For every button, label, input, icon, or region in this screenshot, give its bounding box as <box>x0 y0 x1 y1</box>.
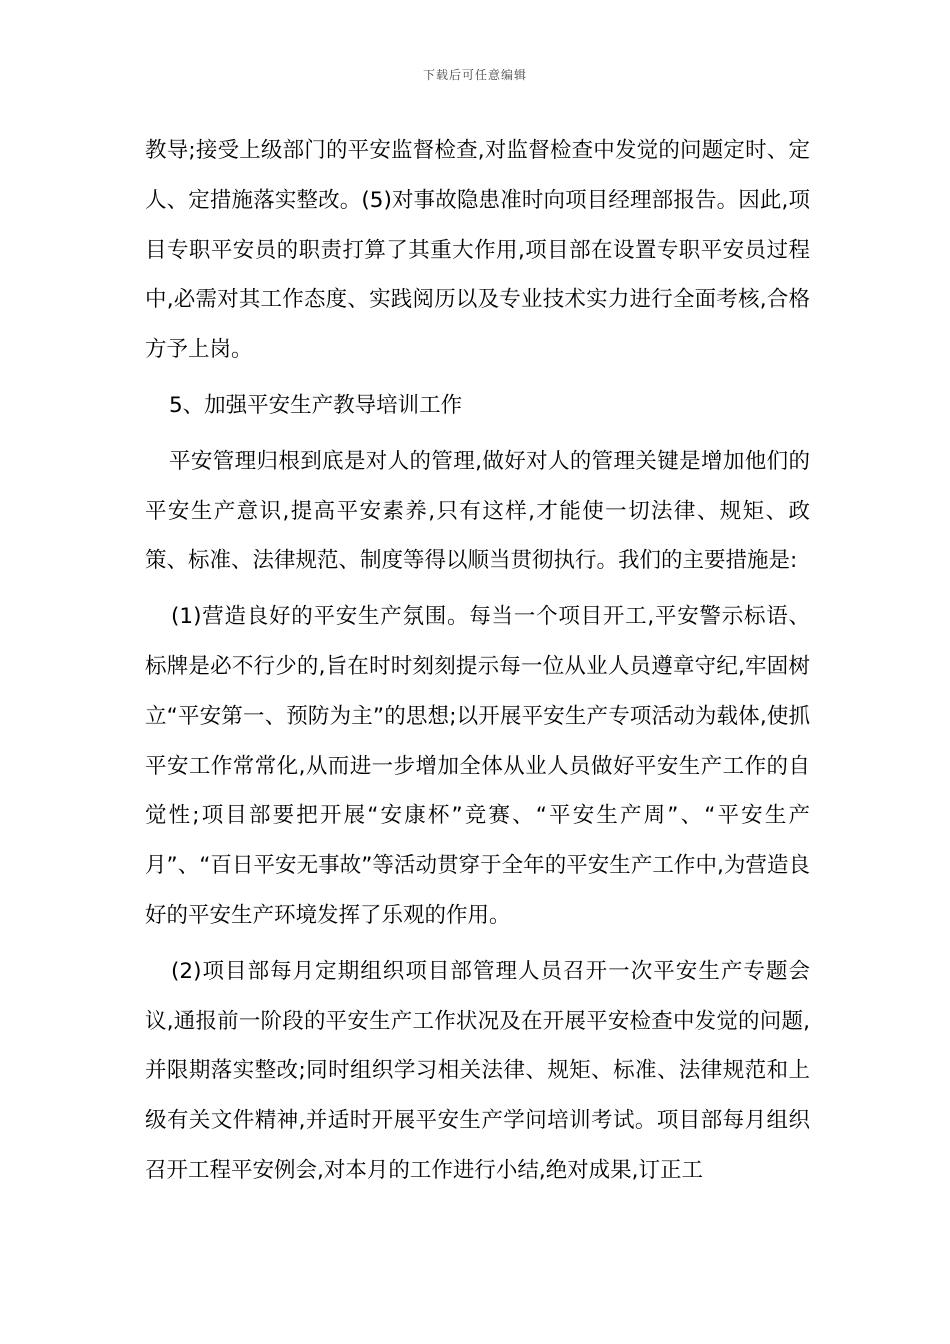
document-body <box>145 126 810 1196</box>
paragraph-measure-1: (1)营造良好的平安生产氛围。每当一个项目开工,平安警示标语、标牌是必不行少的,旨在时时刻刻提示每一位从业人员遵章守纪,牢固树立“平安第一、预防为主”的思想;以开展平安生产专项活动为载体,使抓平安工作常常化,从而进一步增加全体从业人员做好平安生产工作的自觉性;项目部要把开展“安康杯”竞赛、“平安生产周”、“平安生产月”、“百日平安无事故”等活动贯穿于全年的平安生产工作中,为营造良好的平安生产环境发挥了乐观的作用。 <box>145 604 810 928</box>
paragraph-management: 平安管理归根到底是对人的管理,做好对人的管理关键是增加他们的平安生产意识,提高平安素养,只有这样,才能使一切法律、规矩、政策、标准、法律规范、制度等得以顺当贯彻执行。我们的主要措施是: <box>145 448 810 574</box>
page-header: 下载后可任意编辑 <box>422 68 527 82</box>
paragraph-duties-end: 教导;接受上级部门的平安监督检查,对监督检查中发觉的问题定时、定人、定措施落实整改。(5)对事故隐患准时向项目经理部报告。因此,项目专职平安员的职责打算了其重大作用,项目部在设置专职平安员过程中,必需对其工作态度、实践阅历以及专业技术实力进行全面考核,合格方予上岗。 <box>145 138 810 363</box>
paragraph-measure-2: (2)项目部每月定期组织项目部管理人员召开一次平安生产专题会议,通报前一阶段的平安生产工作状况及在开展平安检查中发觉的问题,并限期落实整改;同时组织学习相关法律、规矩、标准、法律规范和上级有关文件精神,并适时开展平安生产学问培训考试。项目部每月组织召开工程平安例会,对本月的工作进行小结,绝对成果,订正工 <box>145 958 810 1183</box>
section-heading-training: 5、加强平安生产教导培训工作 <box>169 392 463 418</box>
